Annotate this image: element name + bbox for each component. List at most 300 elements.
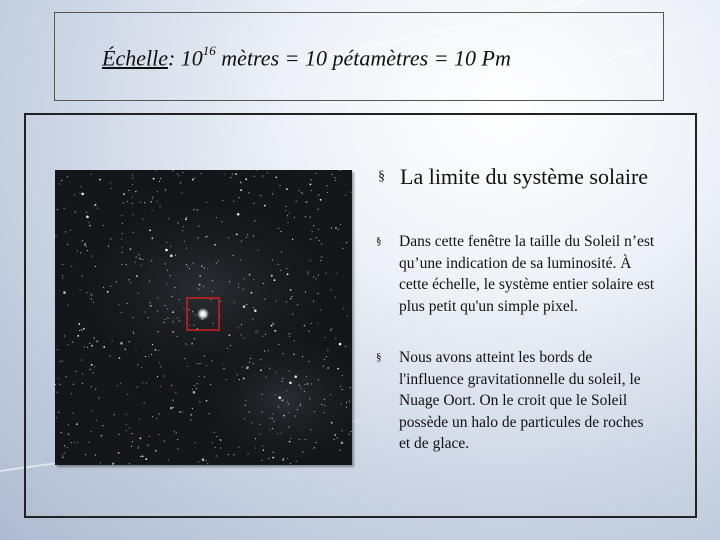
star	[137, 386, 138, 387]
star	[290, 463, 291, 464]
star	[211, 360, 212, 361]
star	[263, 283, 264, 284]
star	[316, 237, 317, 238]
star	[220, 439, 221, 440]
star	[220, 440, 221, 441]
star	[98, 397, 99, 398]
star	[167, 318, 168, 319]
star	[147, 445, 148, 446]
sun-glow	[197, 308, 209, 320]
star	[140, 438, 142, 440]
star	[79, 330, 80, 331]
star	[86, 292, 87, 293]
star	[176, 432, 177, 433]
star	[216, 217, 217, 218]
star	[216, 455, 217, 456]
star	[117, 385, 118, 386]
star	[89, 225, 91, 227]
star	[288, 404, 289, 405]
star	[167, 308, 168, 309]
star	[74, 442, 75, 443]
star	[279, 185, 280, 186]
star	[152, 210, 153, 211]
star	[247, 234, 248, 235]
star	[80, 186, 81, 187]
star	[288, 333, 289, 334]
star	[178, 223, 179, 224]
star	[102, 425, 103, 426]
star	[313, 448, 314, 449]
star	[224, 174, 225, 175]
star	[314, 411, 315, 412]
star	[184, 358, 185, 359]
star	[57, 349, 58, 350]
star	[282, 400, 284, 402]
star	[186, 217, 187, 218]
star	[310, 217, 311, 218]
star	[199, 284, 201, 286]
star	[321, 244, 322, 245]
star	[194, 177, 195, 178]
star	[152, 416, 153, 417]
star	[170, 255, 173, 258]
star	[312, 231, 313, 232]
star	[295, 416, 296, 417]
star	[194, 385, 195, 386]
sub-bullet-text: Nous avons atteint les bords de l'influence gravitationnelle du soleil, le Nuage Oort. On le croit que le Soleil possède un halo de particules de roches et de glace.	[399, 349, 644, 452]
star	[308, 271, 309, 272]
star	[289, 336, 290, 337]
star	[323, 366, 324, 367]
star	[339, 450, 340, 451]
star	[230, 177, 231, 178]
star	[290, 438, 291, 439]
star	[58, 378, 59, 379]
star	[286, 188, 288, 190]
star	[324, 399, 325, 400]
title-base: 10	[180, 45, 203, 71]
star	[320, 199, 322, 201]
star	[281, 252, 282, 253]
star	[247, 453, 248, 454]
star	[95, 204, 97, 206]
star	[342, 375, 343, 376]
star	[198, 226, 199, 227]
star	[145, 356, 146, 357]
star	[61, 432, 62, 433]
star	[227, 348, 228, 349]
star	[311, 323, 312, 324]
star	[346, 242, 347, 243]
star	[172, 331, 174, 333]
star	[190, 419, 191, 420]
star	[264, 299, 265, 300]
star	[121, 215, 122, 216]
star	[110, 182, 111, 183]
star	[141, 367, 142, 368]
star	[82, 373, 83, 374]
star	[278, 406, 279, 407]
star	[290, 298, 292, 300]
star	[111, 188, 112, 189]
slide-title	[102, 45, 511, 71]
star	[341, 404, 342, 405]
star	[144, 402, 145, 403]
star	[324, 412, 325, 413]
star	[138, 448, 139, 449]
star	[281, 432, 282, 433]
star	[171, 385, 172, 386]
star	[245, 178, 247, 180]
star	[85, 243, 86, 244]
star	[228, 454, 229, 455]
star	[240, 335, 241, 336]
star	[67, 176, 68, 177]
star	[301, 192, 302, 193]
star	[130, 248, 132, 250]
star	[346, 402, 347, 403]
star	[299, 439, 300, 440]
star	[240, 189, 242, 191]
star	[131, 446, 132, 447]
star	[318, 229, 319, 230]
star	[321, 256, 322, 257]
star	[175, 392, 176, 393]
star	[337, 437, 338, 438]
star	[187, 366, 188, 367]
star	[132, 441, 133, 442]
star	[338, 229, 339, 230]
star	[272, 457, 274, 459]
star	[325, 273, 326, 274]
star	[122, 223, 123, 224]
star	[216, 436, 217, 437]
star	[153, 178, 155, 180]
star	[94, 337, 95, 338]
star	[270, 418, 271, 419]
star	[193, 391, 196, 394]
star	[82, 275, 83, 276]
star	[309, 361, 310, 362]
star	[325, 337, 326, 338]
star	[279, 396, 282, 399]
star	[257, 170, 258, 171]
star	[235, 173, 237, 175]
star	[79, 192, 80, 193]
star	[243, 378, 245, 380]
star	[109, 356, 110, 357]
star	[283, 353, 284, 354]
star	[199, 401, 200, 402]
star	[183, 308, 184, 309]
star	[87, 250, 88, 251]
star	[126, 264, 127, 265]
star	[276, 372, 277, 373]
star	[306, 201, 307, 202]
star	[249, 411, 250, 412]
star	[237, 374, 238, 375]
star	[327, 350, 328, 351]
star	[280, 231, 281, 232]
star	[144, 202, 145, 203]
star	[181, 192, 182, 193]
star	[316, 173, 317, 174]
star	[73, 384, 74, 385]
star	[174, 431, 175, 432]
star	[185, 219, 187, 221]
sub-bullet-text: Dans cette fenêtre la taille du Soleil n’est qu’une indication de sa luminosité. À cette échelle, le système entier solaire est plus petit qu'un simple pixel.	[399, 233, 655, 315]
star	[116, 281, 117, 282]
star	[283, 458, 284, 459]
star	[254, 203, 255, 204]
star	[170, 275, 171, 276]
star	[67, 244, 68, 245]
star	[85, 454, 86, 455]
star	[260, 359, 261, 360]
star	[127, 201, 128, 202]
star	[160, 206, 161, 207]
star	[80, 252, 81, 253]
star	[93, 302, 94, 303]
star	[84, 244, 86, 246]
star	[254, 176, 255, 177]
star	[331, 422, 333, 424]
star	[120, 383, 121, 384]
star	[199, 275, 201, 277]
star	[141, 265, 142, 266]
title-box	[54, 12, 664, 101]
star	[107, 291, 109, 293]
star	[315, 442, 316, 443]
bullet-marker: §	[376, 351, 382, 363]
star	[177, 173, 178, 174]
star	[142, 382, 143, 383]
star	[160, 386, 161, 387]
star	[151, 354, 152, 355]
starfield-image	[55, 170, 352, 465]
star	[68, 433, 69, 434]
star	[89, 343, 90, 344]
star	[164, 440, 165, 441]
star	[277, 433, 278, 434]
star	[131, 433, 132, 434]
star	[240, 182, 242, 184]
star	[81, 360, 82, 361]
star	[93, 372, 94, 373]
star	[122, 247, 123, 248]
star	[183, 226, 184, 227]
star	[324, 359, 325, 360]
star	[179, 411, 181, 413]
star	[157, 376, 158, 377]
star	[64, 445, 65, 446]
star	[228, 237, 229, 238]
star	[114, 414, 115, 415]
star	[175, 255, 176, 256]
star	[297, 304, 298, 305]
star	[159, 362, 160, 363]
star	[196, 388, 197, 389]
star	[112, 341, 113, 342]
star	[165, 305, 166, 306]
star	[310, 260, 311, 261]
star	[158, 331, 159, 332]
star	[191, 343, 193, 345]
star	[86, 216, 89, 219]
star	[350, 387, 351, 388]
star	[213, 323, 214, 324]
star	[81, 193, 84, 196]
star	[204, 356, 205, 357]
star	[170, 407, 173, 410]
star	[226, 379, 227, 380]
star	[214, 432, 215, 433]
star	[133, 232, 134, 233]
star	[138, 293, 139, 294]
star	[220, 447, 221, 448]
star	[177, 439, 178, 440]
star	[120, 342, 123, 345]
star	[254, 309, 257, 312]
star	[306, 376, 307, 377]
star	[119, 434, 120, 435]
star	[132, 197, 133, 198]
sub-bullet	[376, 347, 656, 455]
star	[136, 275, 138, 277]
star	[56, 417, 57, 418]
star	[91, 345, 93, 347]
star	[260, 424, 261, 425]
star	[334, 434, 336, 436]
star	[302, 193, 303, 194]
star	[149, 230, 151, 232]
star	[311, 383, 312, 384]
star	[336, 272, 337, 273]
star	[335, 338, 336, 339]
star	[58, 412, 59, 413]
star	[206, 365, 207, 366]
star	[253, 307, 254, 308]
star	[275, 177, 277, 179]
star	[253, 236, 254, 237]
star	[68, 434, 69, 435]
star	[110, 238, 111, 239]
star	[59, 361, 60, 362]
star	[222, 200, 223, 201]
star	[239, 379, 240, 380]
star	[129, 463, 130, 464]
star	[292, 239, 293, 240]
star	[110, 286, 111, 287]
star	[321, 404, 322, 405]
star	[126, 430, 127, 431]
star	[152, 344, 153, 345]
star	[290, 289, 292, 291]
star	[250, 358, 251, 359]
star	[124, 348, 126, 350]
star	[242, 366, 243, 367]
star	[77, 335, 79, 337]
star	[177, 317, 178, 318]
star	[176, 336, 177, 337]
star	[345, 195, 346, 196]
bullet-marker: §	[378, 169, 385, 184]
star	[286, 268, 287, 269]
star	[155, 349, 157, 351]
star	[268, 350, 269, 351]
star	[262, 176, 263, 177]
star	[156, 418, 157, 419]
star	[91, 295, 92, 296]
star	[272, 428, 273, 429]
star	[253, 279, 254, 280]
star	[132, 203, 133, 204]
star	[194, 442, 195, 443]
star	[206, 400, 208, 402]
star	[233, 454, 234, 455]
star	[262, 445, 263, 446]
star	[246, 368, 247, 369]
starfield-svg	[55, 170, 352, 465]
star	[133, 317, 134, 318]
star	[129, 341, 130, 342]
title-exponent: 16	[202, 43, 216, 58]
star	[82, 330, 83, 331]
star	[64, 335, 65, 336]
star	[95, 389, 96, 390]
star	[214, 244, 216, 246]
star	[155, 450, 157, 452]
star	[296, 200, 297, 201]
star	[304, 391, 305, 392]
star	[139, 258, 141, 260]
star	[300, 405, 301, 406]
star	[317, 322, 318, 323]
star	[206, 460, 207, 461]
star	[278, 264, 279, 265]
star	[278, 228, 279, 229]
star	[90, 294, 91, 295]
star	[331, 328, 332, 329]
star	[180, 182, 181, 183]
star	[173, 400, 174, 401]
star	[330, 289, 331, 290]
star	[123, 193, 125, 195]
star	[155, 171, 156, 172]
star	[198, 461, 199, 462]
star	[165, 249, 168, 252]
star	[304, 384, 305, 385]
star	[164, 319, 165, 320]
star	[103, 225, 104, 226]
star	[209, 413, 210, 414]
star	[82, 240, 83, 241]
star	[59, 183, 60, 184]
star	[182, 411, 183, 412]
star	[334, 177, 335, 178]
star	[249, 274, 251, 276]
star	[91, 431, 92, 432]
star	[192, 408, 193, 409]
star	[287, 401, 288, 402]
star	[152, 196, 153, 197]
star	[275, 394, 276, 395]
star	[335, 296, 336, 297]
star	[238, 327, 239, 328]
star	[90, 369, 91, 370]
star	[311, 190, 312, 191]
star	[159, 413, 160, 414]
